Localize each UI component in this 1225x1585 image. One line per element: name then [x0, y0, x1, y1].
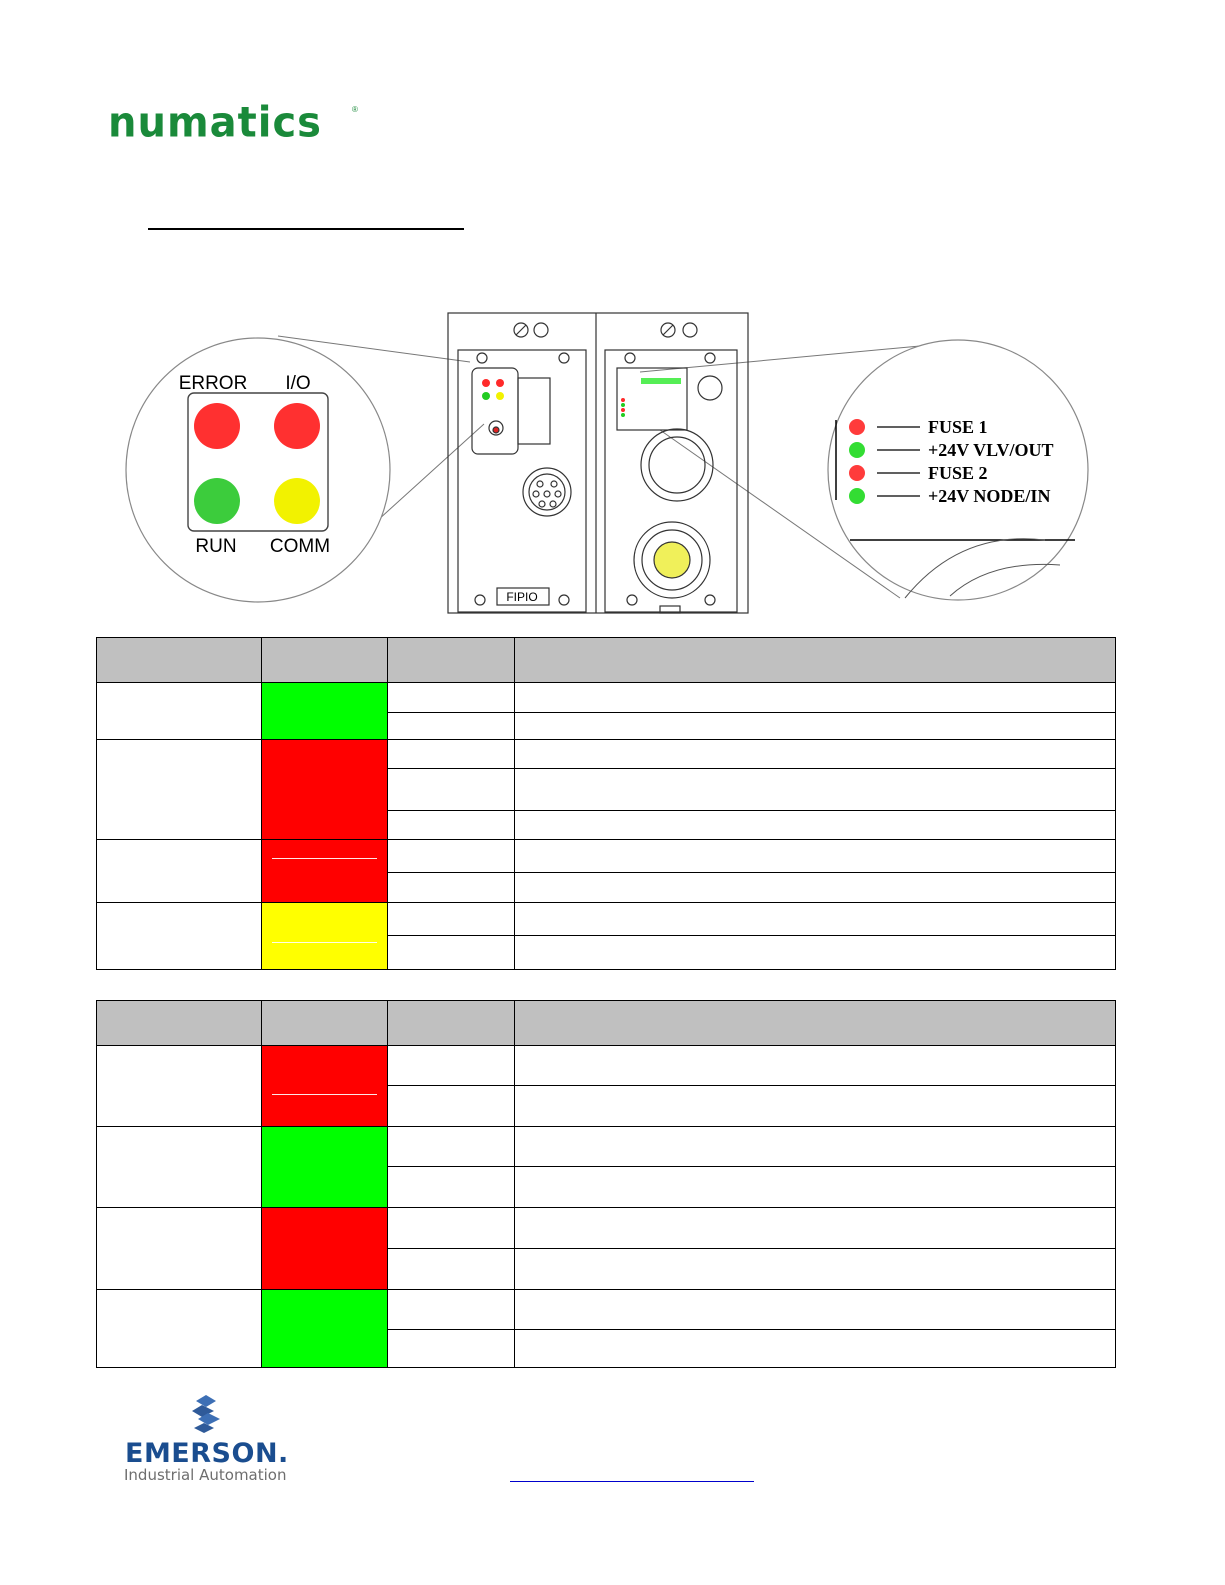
power-led-label: FUSE 1: [928, 417, 988, 437]
run-label: RUN: [195, 536, 237, 557]
emerson-division: Industrial Automation: [124, 1466, 287, 1484]
table-row: [97, 1046, 1116, 1086]
emerson-logo-icon: [186, 1395, 230, 1439]
table-row: [97, 740, 1116, 769]
power-led-label: FUSE 2: [928, 463, 988, 483]
power-led-icon: [849, 488, 865, 504]
led-diagram: [0, 290, 1225, 620]
power-led-label: +24V VLV/OUT: [928, 440, 1054, 460]
table-row: [97, 1290, 1116, 1330]
power-led-icon: [849, 465, 865, 481]
table-row: [97, 683, 1116, 713]
table-header-row: [97, 638, 1116, 683]
comm-led-table: [96, 637, 1116, 970]
io-led-icon: [274, 403, 320, 449]
comm-label: COMM: [269, 536, 331, 557]
power-led-table: [96, 1000, 1116, 1368]
footer-link[interactable]: [510, 1481, 754, 1482]
error-led-icon: [194, 403, 240, 449]
callout-line: [378, 424, 484, 520]
registered-mark: ®: [352, 105, 358, 114]
table-row: [97, 1127, 1116, 1167]
table-row: [97, 840, 1116, 873]
comm-led-zoom: [126, 338, 390, 602]
numatics-logo: numatics: [108, 98, 322, 148]
node-drawing: [448, 313, 748, 613]
power-led-icon: [849, 419, 865, 435]
io-label: I/O: [285, 373, 311, 394]
emerson-logo-text: EMERSON.: [125, 1438, 289, 1469]
table-row: [97, 903, 1116, 936]
table-header-row: [97, 1001, 1116, 1046]
power-led-icon: [849, 442, 865, 458]
comm-led-icon: [274, 478, 320, 524]
power-led-label: +24V NODE/IN: [928, 486, 1051, 506]
fipio-label: FIPIO: [506, 590, 538, 604]
table-row: [97, 1208, 1116, 1249]
run-led-icon: [194, 478, 240, 524]
error-label: ERROR: [178, 373, 248, 394]
title-underline: [148, 228, 464, 230]
